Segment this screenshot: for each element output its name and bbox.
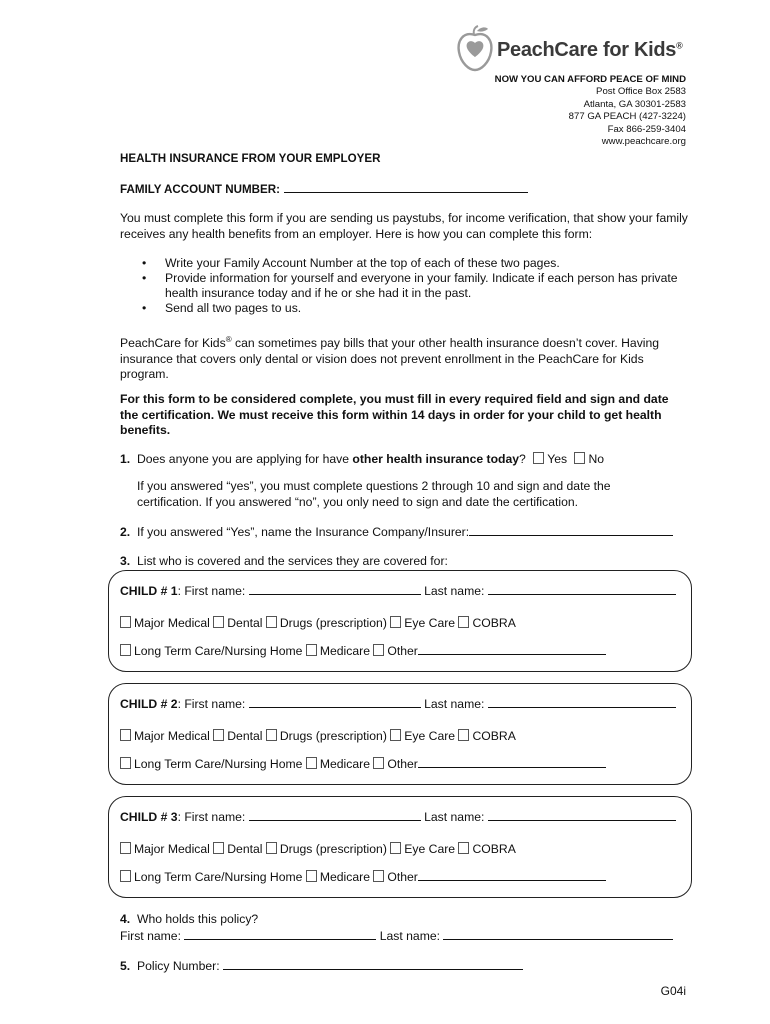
other-input[interactable] <box>418 869 606 881</box>
other-input[interactable] <box>418 756 606 768</box>
medicare-checkbox[interactable] <box>306 644 317 656</box>
question-3: 3. List who is covered and the services they are covered for: <box>120 554 448 568</box>
form-title: HEALTH INSURANCE FROM YOUR EMPLOYER <box>120 152 381 165</box>
services-row: Major Medical Dental Drugs (prescription) Eye Care COBRA <box>120 616 516 630</box>
phone-line: 877 GA PEACH (427-3224) <box>568 111 686 123</box>
child-3-box <box>108 796 692 898</box>
question-5: 5. Policy Number: <box>120 958 690 975</box>
child-last-name-input[interactable] <box>488 809 676 821</box>
major-medical-checkbox[interactable] <box>120 729 131 741</box>
child-name-row: CHILD # 2: First name: Last name: <box>120 696 676 711</box>
child-1-box <box>108 570 692 672</box>
dental-checkbox[interactable] <box>213 616 224 628</box>
major-medical-checkbox[interactable] <box>120 842 131 854</box>
drugs-checkbox[interactable] <box>266 729 277 741</box>
tagline: NOW YOU CAN AFFORD PEACE OF MIND <box>494 74 686 85</box>
major-medical-checkbox[interactable] <box>120 616 131 628</box>
child-last-name-input[interactable] <box>488 583 676 595</box>
cobra-checkbox[interactable] <box>458 616 469 628</box>
family-account-field <box>120 182 528 196</box>
services-row: Major Medical Dental Drugs (prescription) Eye Care COBRA <box>120 729 516 743</box>
services-row: Long Term Care/Nursing Home Medicare Other <box>120 869 606 884</box>
form-code: G04i <box>660 984 686 998</box>
holder-first-name-input[interactable] <box>184 928 376 940</box>
address-line: Atlanta, GA 30301-2583 <box>583 98 686 110</box>
peachcare-paragraph: PeachCare for Kids® can sometimes pay bills that your other health insurance doesn’t cover. Having insurance that covers only dental or vision does not prevent enrollment in the PeachCare for Kids program. <box>120 335 660 382</box>
child-first-name-input[interactable] <box>249 696 421 708</box>
list-item: • Send all two pages to us. <box>142 301 302 315</box>
other-input[interactable] <box>418 643 606 655</box>
question-1: 1. Does anyone you are applying for have other health insurance today? Yes No <box>120 452 605 466</box>
website-link[interactable]: www.peachcare.org <box>601 136 686 148</box>
address-line: Post Office Box 2583 <box>596 86 686 98</box>
question-1-note: If you answered “yes”, you must complete questions 2 through 10 and sign and date the certification. If you answered “no”, you only need to sign and date the certification. <box>137 479 611 509</box>
other-checkbox[interactable] <box>373 757 384 769</box>
services-row: Major Medical Dental Drugs (prescription) Eye Care COBRA <box>120 842 516 856</box>
cobra-checkbox[interactable] <box>458 729 469 741</box>
intro-paragraph: You must complete this form if you are sending us paystubs, for income verification, that show your family receives any health benefits from an employer. Here is how you can complete this form: <box>120 211 688 241</box>
no-checkbox[interactable] <box>574 452 585 464</box>
medicare-checkbox[interactable] <box>306 870 317 882</box>
completion-note: For this form to be considered complete, you must fill in every required field and sign and date the certification. We must receive this form within 14 days in order for your child to get health benefits. <box>120 392 669 437</box>
services-row: Long Term Care/Nursing Home Medicare Other <box>120 756 606 771</box>
family-account-label: FAMILY ACCOUNT NUMBER: <box>120 183 280 196</box>
eye-care-checkbox[interactable] <box>390 616 401 628</box>
cobra-checkbox[interactable] <box>458 842 469 854</box>
yes-label: Yes <box>547 452 568 466</box>
child-2-box <box>108 683 692 785</box>
long-term-care-checkbox[interactable] <box>120 870 131 882</box>
insurer-input[interactable] <box>469 524 673 536</box>
yes-checkbox[interactable] <box>533 452 544 464</box>
fax-line: Fax 866-259-3404 <box>607 123 686 135</box>
dental-checkbox[interactable] <box>213 729 224 741</box>
child-name-row: CHILD # 3: First name: Last name: <box>120 809 676 824</box>
services-row: Long Term Care/Nursing Home Medicare Other <box>120 643 606 658</box>
instruction-list <box>120 256 680 316</box>
drugs-checkbox[interactable] <box>266 616 277 628</box>
child-first-name-input[interactable] <box>249 809 421 821</box>
long-term-care-checkbox[interactable] <box>120 644 131 656</box>
child-name-row: CHILD # 1: First name: Last name: <box>120 583 676 598</box>
peach-icon <box>455 25 495 73</box>
question-2: 2. If you answered “Yes”, name the Insurance Company/Insurer: <box>120 524 690 541</box>
dental-checkbox[interactable] <box>213 842 224 854</box>
eye-care-checkbox[interactable] <box>390 729 401 741</box>
peachcare-logo <box>455 25 695 75</box>
brand-name: PeachCare for Kids® <box>497 39 683 61</box>
contact-block <box>495 74 686 148</box>
long-term-care-checkbox[interactable] <box>120 757 131 769</box>
other-checkbox[interactable] <box>373 870 384 882</box>
list-item: • Provide information for yourself and everyone in your family. Indicate if each person has private health insurance today and if he or she had it in the past. <box>142 271 678 300</box>
medicare-checkbox[interactable] <box>306 757 317 769</box>
child-last-name-input[interactable] <box>488 696 676 708</box>
child-first-name-input[interactable] <box>249 583 421 595</box>
no-label: No <box>588 452 605 466</box>
eye-care-checkbox[interactable] <box>390 842 401 854</box>
question-4: 4. Who holds this policy? <box>120 912 259 926</box>
holder-last-name-input[interactable] <box>443 928 673 940</box>
policy-holder-row: First name: Last name: <box>120 928 690 945</box>
policy-number-input[interactable] <box>223 958 523 970</box>
drugs-checkbox[interactable] <box>266 842 277 854</box>
family-account-input[interactable] <box>284 182 528 193</box>
other-checkbox[interactable] <box>373 644 384 656</box>
list-item: • Write your Family Account Number at the top of each of these two pages. <box>142 256 560 270</box>
